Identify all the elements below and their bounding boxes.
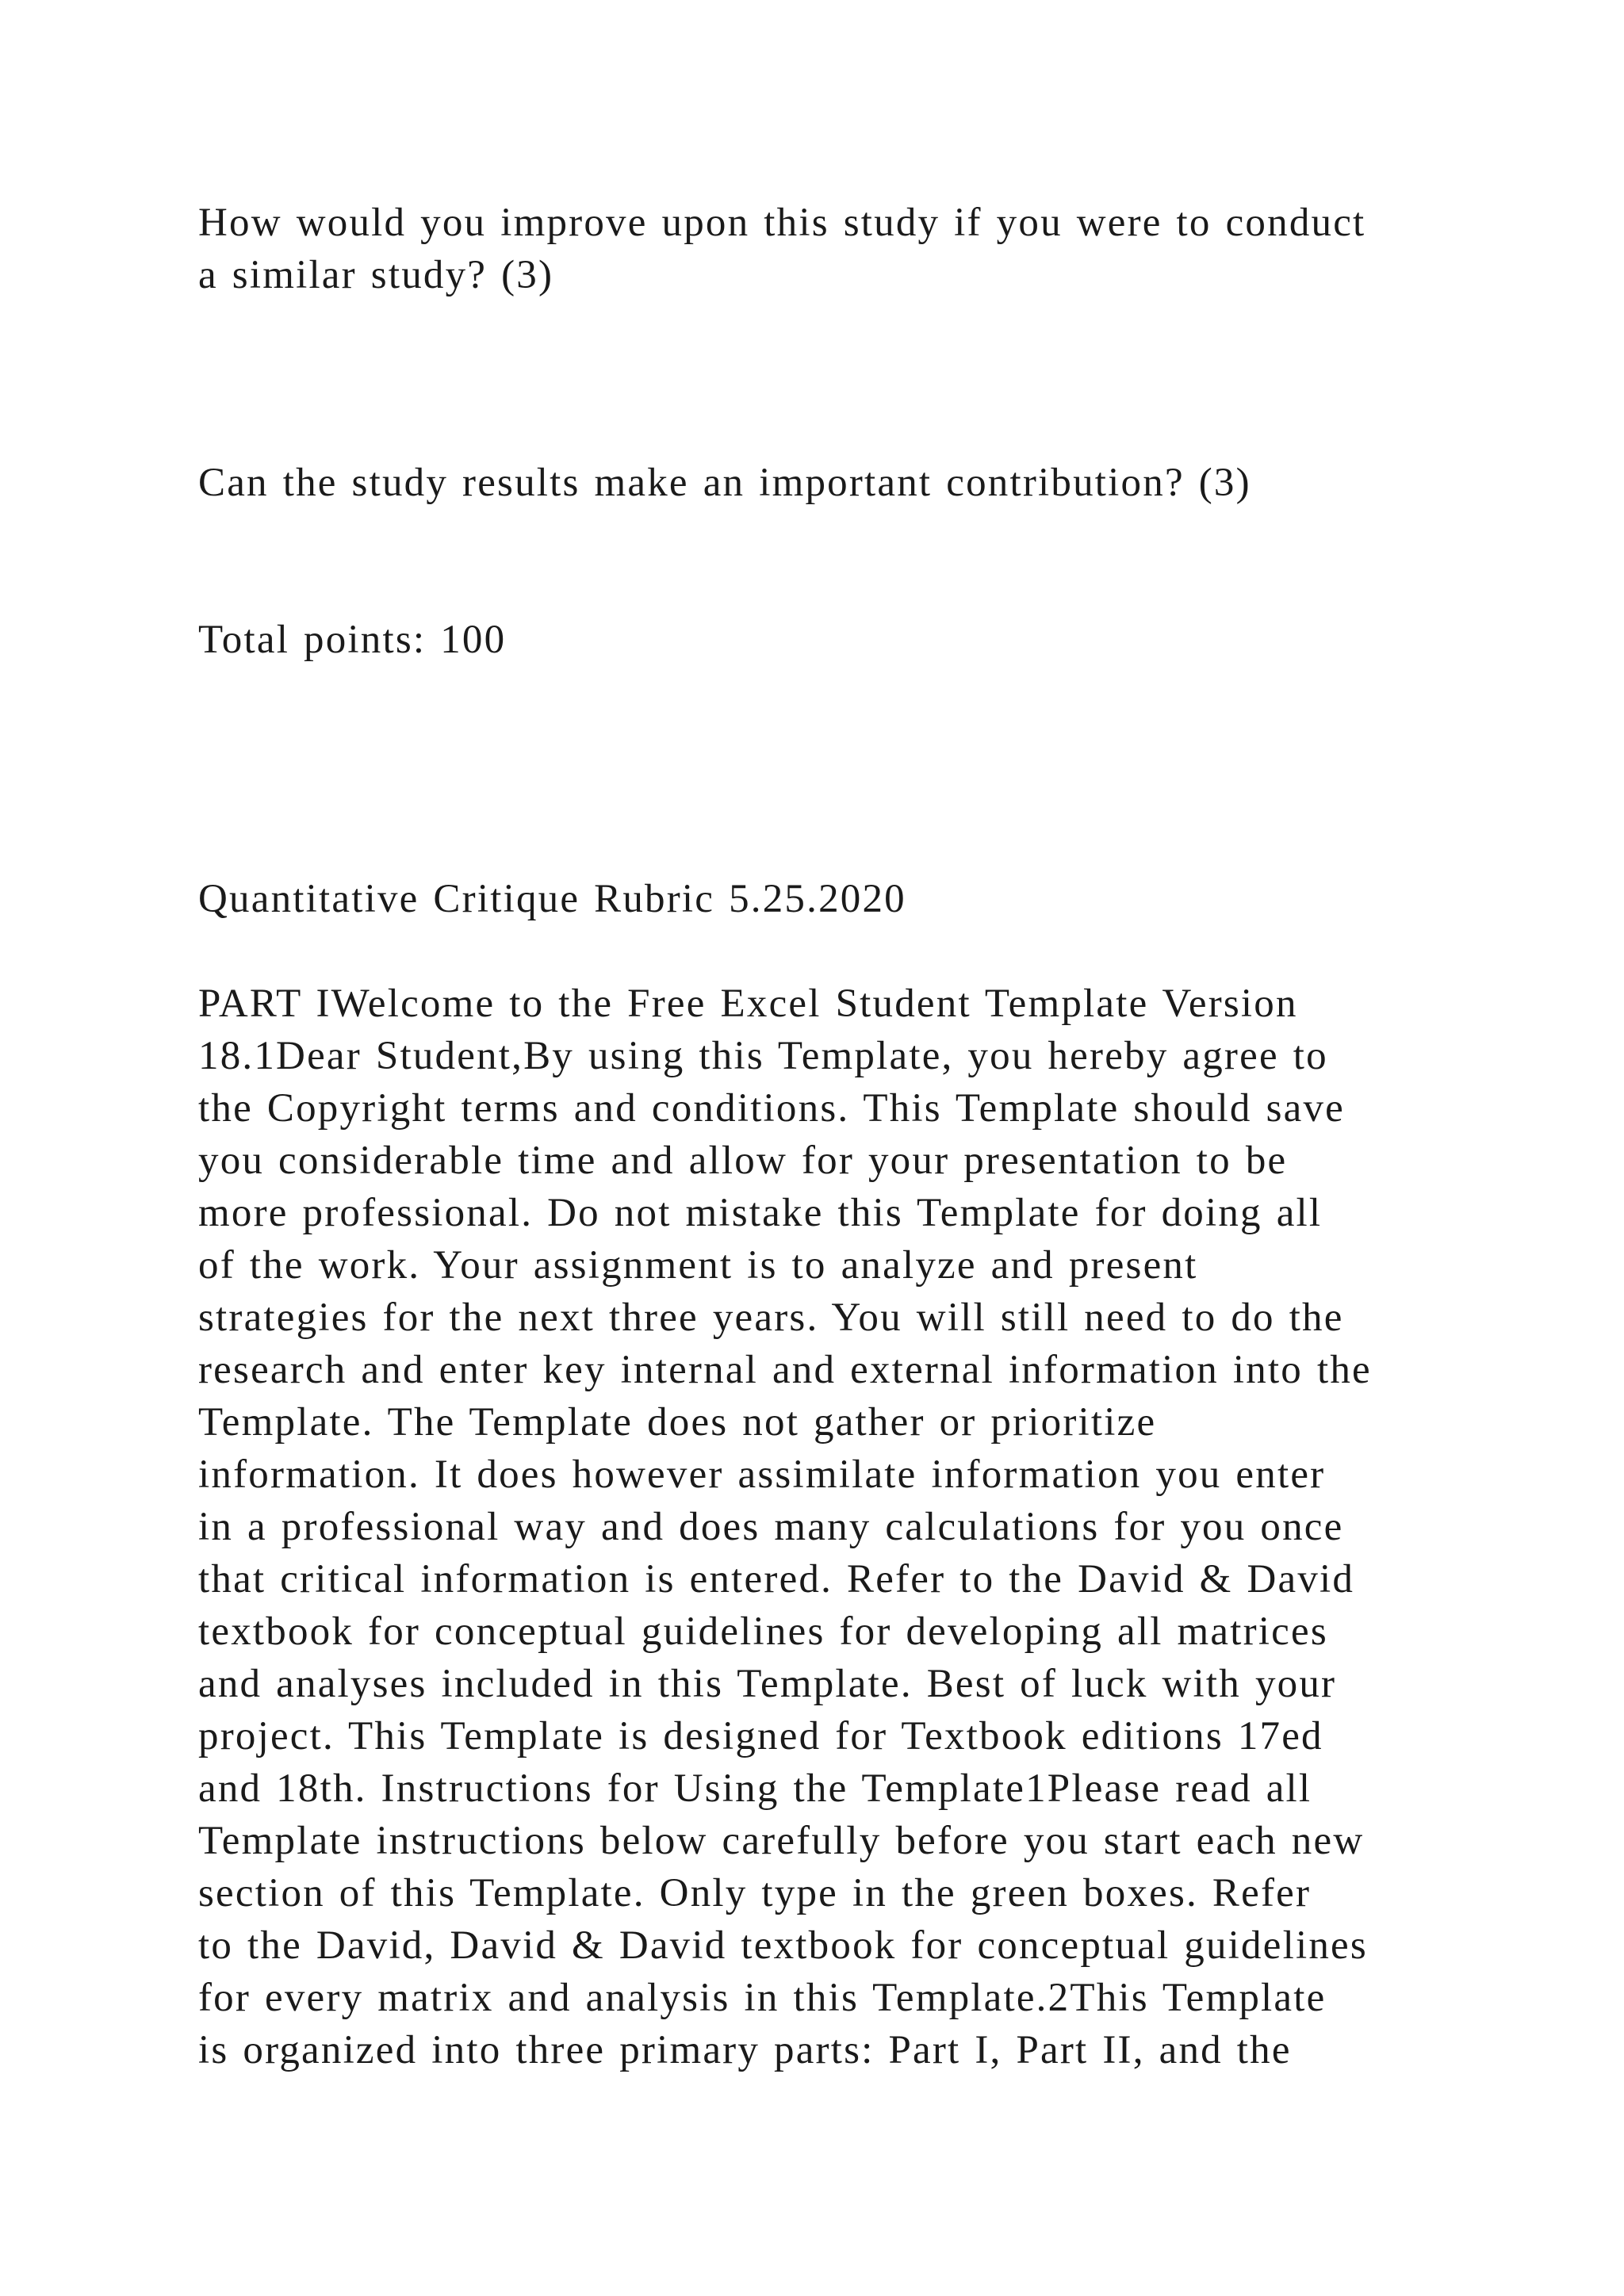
text-line: textbook for conceptual guidelines for developing all matrices (198, 1609, 1328, 1654)
text-line: of the work. Your assignment is to analyze and present (198, 1243, 1198, 1288)
text-line: to the David, David & David textbook for conceptual guidelines (198, 1923, 1368, 1968)
text-line: project. This Template is designed for Textbook editions 17ed (198, 1714, 1323, 1758)
question-contribution: Can the study results make an important contribution? (3) (198, 461, 1251, 505)
text-line: and analyses included in this Template. Best of luck with your (198, 1662, 1337, 1706)
text-line: strategies for the next three years. You will still need to do the (198, 1295, 1344, 1340)
text-line: you considerable time and allow for your presentation to be (198, 1138, 1288, 1183)
text-line: research and enter key internal and external information into the (198, 1348, 1372, 1392)
total-points: Total points: 100 (198, 618, 507, 662)
text-line: a similar study? (3) (198, 253, 554, 297)
text-line: the Copyright terms and conditions. This Template should save (198, 1086, 1345, 1131)
text-line: PART IWelcome to the Free Excel Student Template Version (198, 982, 1298, 1026)
text-line: more professional. Do not mistake this Template for doing all (198, 1191, 1323, 1235)
rubric-title: Quantitative Critique Rubric 5.25.2020 (198, 877, 906, 921)
text-line: for every matrix and analysis in this Template.2This Template (198, 1976, 1327, 2020)
question-improve-study (198, 197, 1365, 301)
text-line: Template instructions below carefully before you start each new (198, 1819, 1365, 1863)
text-line: How would you improve upon this study if you were to conduct (198, 201, 1366, 245)
text-line: information. It does however assimilate information you enter (198, 1452, 1326, 1497)
text-line: that critical information is entered. Refer to the David & David (198, 1557, 1355, 1601)
text-line: 18.1Dear Student,By using this Template, you hereby agree to (198, 1034, 1328, 1078)
template-intro-paragraph (198, 978, 1372, 2076)
text-line: Template. The Template does not gather or prioritize (198, 1400, 1157, 1445)
text-line: is organized into three primary parts: Part I, Part II, and the (198, 2028, 1292, 2072)
text-line: and 18th. Instructions for Using the Template1Please read all (198, 1766, 1312, 1811)
text-line: in a professional way and does many calculations for you once (198, 1505, 1344, 1549)
text-line: section of this Template. Only type in the green boxes. Refer (198, 1871, 1312, 1915)
